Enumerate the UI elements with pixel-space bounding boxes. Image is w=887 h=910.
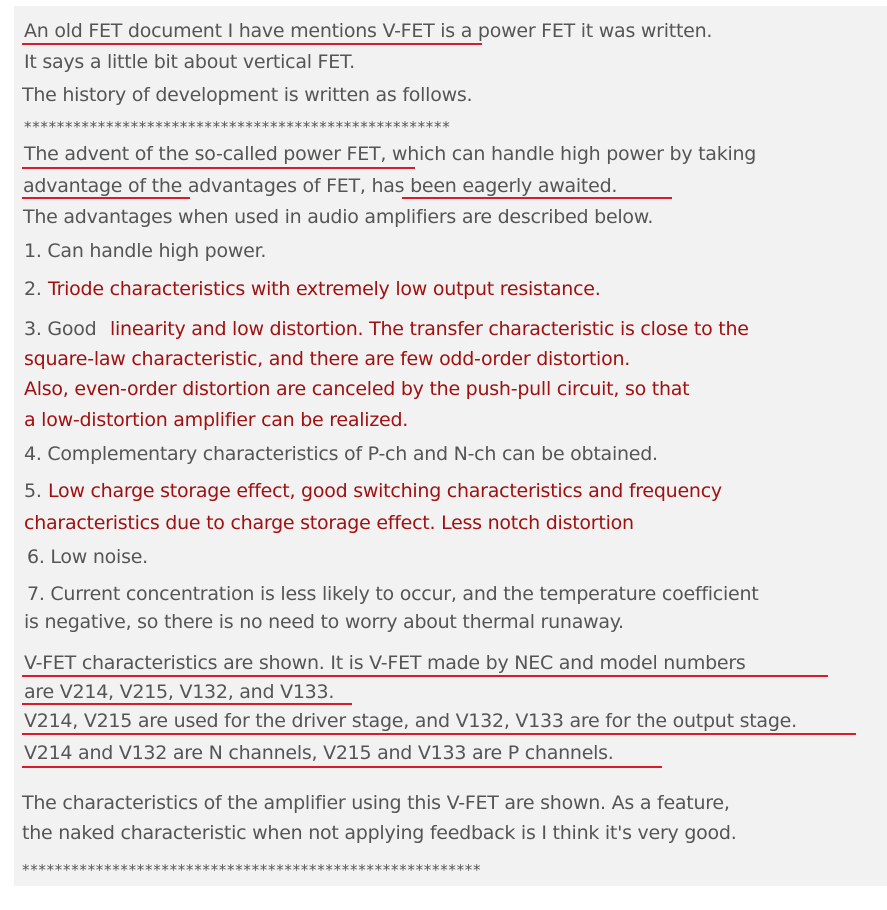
text-line: V214, V215 are used for the driver stage, and V132, V133 are for the output stage. [24,710,797,732]
text-line: advantage of the advantages of FET, has been eagerly awaited. [23,175,618,197]
list-item: 4. Complementary characteristics of P-ch and N-ch can be obtained. [24,443,658,465]
underline-mark [22,167,415,169]
text-line: An old FET document I have mentions V-FET is a power FET it was written. [24,20,713,42]
list-number: 3. Good [24,318,97,340]
underline-mark [22,197,190,199]
separator-stars: ******************************************************** [22,861,482,879]
underline-mark [22,675,828,677]
underline-mark [22,703,352,705]
highlighted-text: square-law characteristic, and there are few odd-order distortion. [24,348,631,370]
text-line: The history of development is written as follows. [22,84,473,106]
underline-mark [402,197,672,199]
text-line: The characteristics of the amplifier using this V-FET are shown. As a feature, [22,792,730,814]
highlighted-text: Also, even-order distortion are canceled by the push-pull circuit, so that [24,378,690,400]
highlighted-text: characteristics due to charge storage effect. Less notch distortion [24,512,634,534]
highlighted-text: a low-distortion amplifier can be realized. [24,409,409,431]
underline-mark [22,43,482,45]
highlighted-text: linearity and low distortion. The transfer characteristic is close to the [110,318,749,340]
text-line: It says a little bit about vertical FET. [24,51,355,73]
list-number: 5. [24,480,42,502]
list-item: 6. Low noise. [27,546,148,568]
text-line: V214 and V132 are N channels, V215 and V133 are P channels. [24,742,614,764]
text-line: The advent of the so-called power FET, which can handle high power by taking [24,143,757,165]
text-line: the naked characteristic when not applying feedback is I think it's very good. [22,822,737,844]
list-item: 1. Can handle high power. [24,240,267,262]
highlighted-text: Triode characteristics with extremely low output resistance. [48,278,601,300]
text-line: V-FET characteristics are shown. It is V-FET made by NEC and model numbers [24,652,746,674]
separator-stars: **************************************************** [24,118,451,136]
list-item: 7. Current concentration is less likely to occur, and the temperature coefficient [27,583,759,605]
text-line: are V214, V215, V132, and V133. [24,681,335,703]
text-line: is negative, so there is no need to worry about thermal runaway. [24,611,624,633]
list-number: 2. [24,278,42,300]
text-line: The advantages when used in audio amplifiers are described below. [23,206,654,228]
underline-mark [22,733,856,735]
highlighted-text: Low charge storage effect, good switching characteristics and frequency [48,480,722,502]
underline-mark [22,766,662,768]
